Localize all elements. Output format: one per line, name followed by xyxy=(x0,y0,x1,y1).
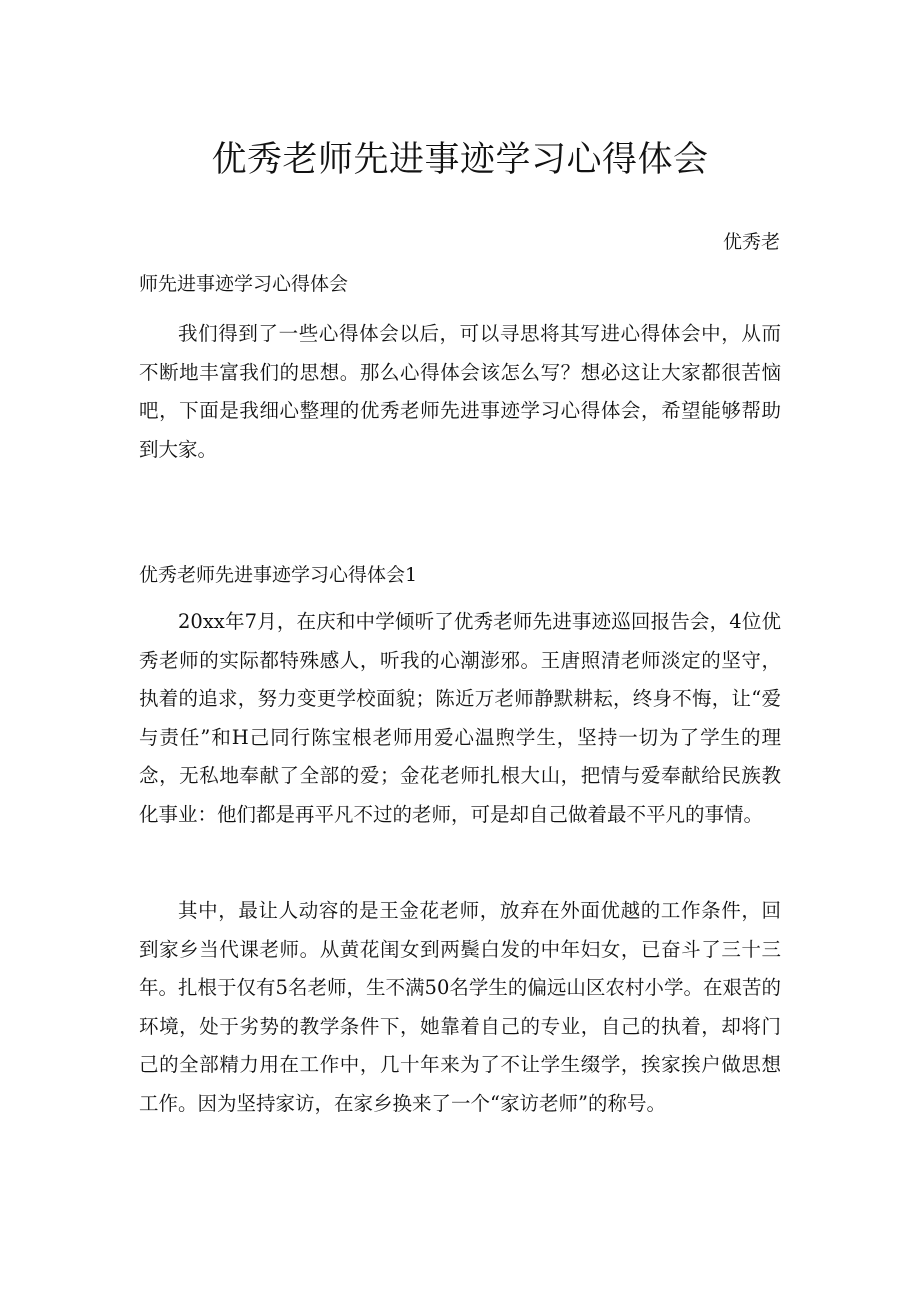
subtitle-continuation: 师先进事迹学习心得体会 xyxy=(139,273,349,295)
body-paragraph: 20xx年7月，在庆和中学倾听了优秀老师先进事迹巡回报告会，4位优秀老师的实际都特殊感人，听我的心潮澎邪。王唐照清老师淡定的坚守，执着的追求，努力变更学校面貌；陈近万老师静默耕耘，终身不悔，让“爱与责任”和H己同行陈宝根老师用爱心温煦学生，坚持一切为了学生的理念，无私地奉献了全部的爱；金花老师扎根大山，把情与爱奉献给民族教化事业：他们都是再平凡不过的老师，可是却自己做着最不平凡的事情。 xyxy=(139,610,781,826)
intro-paragraph: 我们得到了一些心得体会以后，可以寻思将其写进心得体会中，从而不断地丰富我们的思想。那么心得体会该怎么写？想必这让大家都很苦恼吧，下面是我细心整理的优秀老师先进事迹学习心得体会，希望能够帮助到大家。 xyxy=(139,322,781,461)
section-heading: 优秀老师先进事迹学习心得体会1 xyxy=(139,564,418,586)
byline: 优秀老 xyxy=(722,231,780,253)
body-paragraph: 其中，最让人动容的是王金花老师，放弃在外面优越的工作条件，回到家乡当代课老师。从黄花闺女到两鬓白发的中年妇女，已奋斗了三十三年。扎根于仅有5名老师，生不满50名学生的偏远山区农村小学。在艰苦的环境，处于劣势的教学条件下，她靠着自己的专业，自己的执着，却将门己的全部精力用在工作中，几十年来为了不让学生缀学，挨家挨户做思想工作。因为坚持家访，在家乡换来了一个“家访老师”的称号。 xyxy=(139,899,781,1115)
document-title: 优秀老师先进事迹学习心得体会 xyxy=(211,140,709,180)
